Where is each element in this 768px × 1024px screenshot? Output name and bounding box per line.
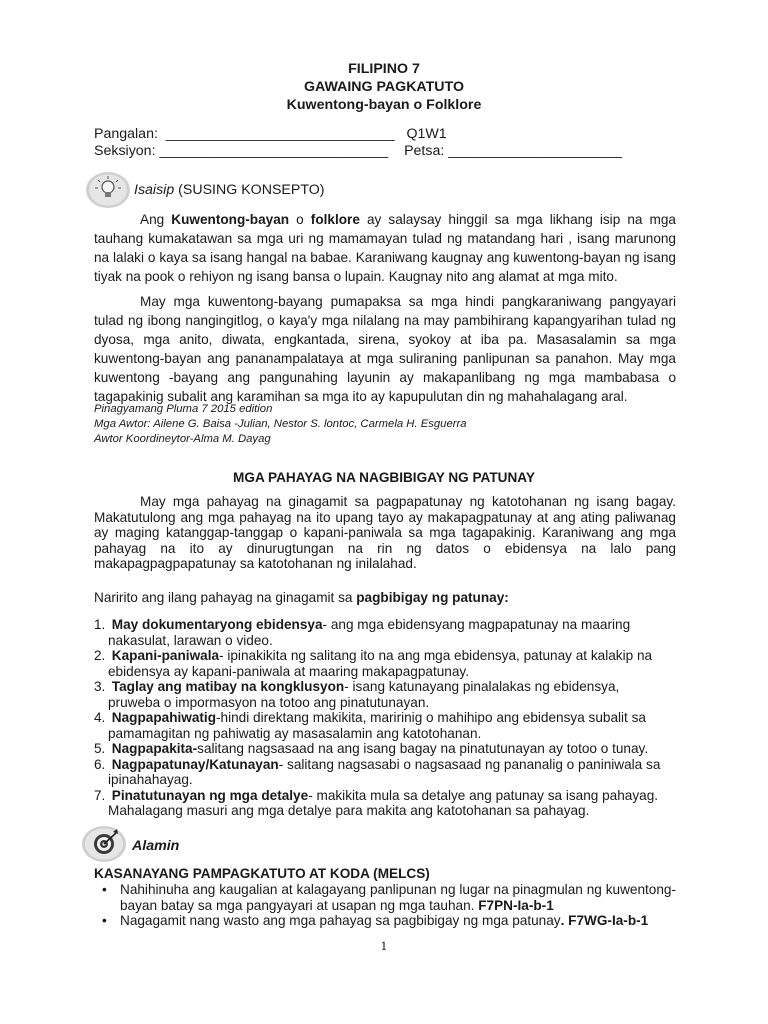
page-number: 1 [380, 940, 388, 953]
list-item [94, 648, 676, 679]
item-number: 3. [94, 679, 106, 694]
item-continuation: pruweba o impormasyon na totoo ang pinatutunayan. [108, 694, 430, 710]
name-label: Pangalan: [94, 126, 158, 142]
item-definition: - makikita mula sa detalye ang patunay sa isang pahayag. [308, 787, 659, 803]
para3-text: May mga pahayag na ginagamit sa pagpapatunay ng katotohanan ng isang bagay. Makatutulong ang mga pahayag na ito upang tayo ay makapagpatunay at ang ating paliwanag ay maging katanggap-tanggap o kapani-paniwala sa mga tagapakinig. Karaniwang ang mga pahayag na ito ay dinurugtungan na rin ng datos o ebidensya na lalo pang makapagpagpapatunay sa katotohanan ng inilalahad. [94, 494, 676, 572]
melcs-list [94, 882, 676, 929]
target-icon [80, 824, 128, 864]
alamin-heading: Alamin [132, 838, 180, 854]
item-term: Taglay ang matibay na kongklusyon [111, 679, 345, 694]
item-number: 5. [94, 741, 106, 756]
section-subheading: MGA PAHAYAG NA NAGBIBIGAY NG PATUNAY [233, 470, 535, 485]
item-definition: - isang katunayang pinalalakas ng ebidensya, [344, 679, 620, 694]
item-term: Nagpapahiwatig [111, 710, 217, 725]
date-label: Petsa: [404, 143, 445, 159]
item-term: May dokumentaryong ebidensya [111, 617, 323, 632]
list-item [94, 913, 676, 929]
item-definition: -hindi direktang makikita, maririnig o mahihipo ang ebidensya subalit sa [216, 710, 646, 725]
para1-bold-2: folklore [310, 212, 360, 227]
isaisip-title-italic: Isaisip [134, 182, 175, 198]
item-continuation: ipinahahayag. [108, 772, 193, 787]
item-definition: - ipinakikita ng salitang ito na ang mga ebidensya, patunay at kalakip na [219, 648, 653, 663]
subject-title: FILIPINO 7 [348, 61, 420, 77]
item-number: 6. [94, 756, 106, 772]
paragraph-pangyayari [94, 292, 676, 407]
section-row [94, 143, 622, 160]
list-item [94, 617, 676, 648]
para1-text-1: Ang [140, 212, 172, 227]
intro-text: Naririto ang ilang pahayag na ginagamit sa [94, 590, 357, 605]
list-item [94, 679, 676, 710]
item-definition: - ang mga ebidensyang magpapatunay na maaring [322, 617, 631, 632]
name-blank: _____________________________ [165, 126, 395, 142]
competency-code: F7PN-Ia-b-1 [478, 897, 554, 913]
competency-text: Nahihinuha ang kaugalian at kalagayang panlipunan ng lugar na pinagmulan ng kuwentong- bayan batay sa mga pangyayari at usapan ng mga tauhan. [120, 882, 676, 913]
student-info-form [94, 126, 622, 160]
melcs-heading: KASANAYANG PAMPAGKATUTO AT KODA (MELCS) [94, 866, 430, 881]
list-item [94, 788, 676, 819]
isaisip-heading [134, 182, 325, 198]
item-term: Kapani-paniwala [111, 648, 220, 663]
paragraph-kuwentong-bayan [94, 210, 676, 286]
para1-text-3: ay salaysay hinggil sa mga likhang isip na mga tauhang kumakatawan sa mga uri ng mamamayan tulad ng matandang hari , isang marunong na lalaki o kaya sa isang hangal na babae. Karaniwang kaugnay ang kuwentong-bayan ng isang tiyak na pook o rehiyon ng isang bansa o lupain. Kaugnay nito ang alamat at mga mito. [94, 212, 676, 285]
intro-line [94, 588, 676, 607]
list-item [94, 882, 676, 913]
name-row [94, 126, 622, 143]
patunay-list [94, 617, 676, 819]
list-item [94, 741, 676, 757]
item-definition: salitang nagsasaad na ang isang bagay na pinatutunayan ay totoo o tunay. [197, 741, 649, 756]
ref-authors: Mga Awtor: Ailene G. Baisa -Julian, Nestor S. lontoc, Carmela H. Esguerra [94, 418, 467, 431]
list-item [94, 710, 676, 741]
ref-coordinator: Awtor Koordineytor-Alma M. Dayag [94, 433, 271, 446]
document-header [0, 60, 768, 114]
paragraph-pahayag [94, 494, 676, 572]
week-code: Q1W1 [406, 126, 447, 142]
ref-source: Pinagyamang Pluma 7 2015 edition [94, 403, 273, 415]
item-continuation: nakasulat, larawan o video. [108, 632, 273, 648]
item-number: 2. [94, 648, 106, 663]
section-blank: _____________________________ [159, 143, 389, 159]
isaisip-title-rest: (SUSING KONSEPTO) [174, 182, 325, 198]
lightbulb-icon [84, 170, 132, 210]
intro-bold: pagbibigay ng patunay: [356, 590, 509, 605]
references [94, 402, 467, 448]
list-item [94, 757, 676, 788]
item-definition: - salitang nagsasabi o nagsasaad ng pananalig o paniniwala sa [278, 756, 661, 772]
bullet-icon: • [102, 882, 107, 897]
topic-title: Kuwentong-bayan o Folklore [286, 97, 482, 113]
competency-text: Nagagamit nang wasto ang mga pahayag sa pagbibigay ng mga patunay [120, 913, 561, 928]
para1-bold-1: Kuwentong-bayan [171, 212, 290, 227]
para2-text: May mga kuwentong-bayang pumapaksa sa mga hindi pangkaraniwang pangyayari tulad ng ibong nangingitlog, o kaya'y mga nilalang na may pambihirang kapangyarihan tulad ng dyosa, mga anito, diwata, engkantada, sirena, syokoy at iba pa. Masasalamin sa mga kuwentong-bayan ang pananampalataya at mga suliraning panlipunan sa panahon. May mga kuwentong -bayang ang pangunahing layunin ay makapanlibang ng mga mambabasa o tagapakinig subalit ang karamihan sa mga ito ay kapupulutan din ng mahahalagang aral. [94, 294, 676, 405]
date-blank: ______________________ [448, 143, 622, 159]
item-term: Nagpapakita- [111, 741, 198, 756]
item-continuation: ebidensya ay kapani-paniwala at maaring makapagpatunay. [108, 663, 469, 679]
item-continuation: pamamagitan ng pahiwatig ay masasalamin ang katotohanan. [108, 725, 482, 741]
item-number: 7. [94, 787, 106, 803]
item-number: 4. [94, 710, 106, 725]
item-number: 1. [94, 617, 106, 632]
item-term: Pinatutunayan ng mga detalye [111, 787, 309, 803]
competency-code: . F7WG-Ia-b-1 [560, 913, 649, 928]
para1-text-2: o [289, 212, 311, 227]
section-label: Seksiyon: [94, 143, 156, 159]
bullet-icon: • [102, 913, 107, 928]
item-term: Nagpapatunay/Katunayan [111, 756, 279, 772]
item-continuation: Mahalagang masuri ang mga detalye para makita ang katotohanan sa pahayag. [108, 803, 590, 818]
worksheet-title: GAWAING PAGKATUTO [303, 79, 464, 95]
